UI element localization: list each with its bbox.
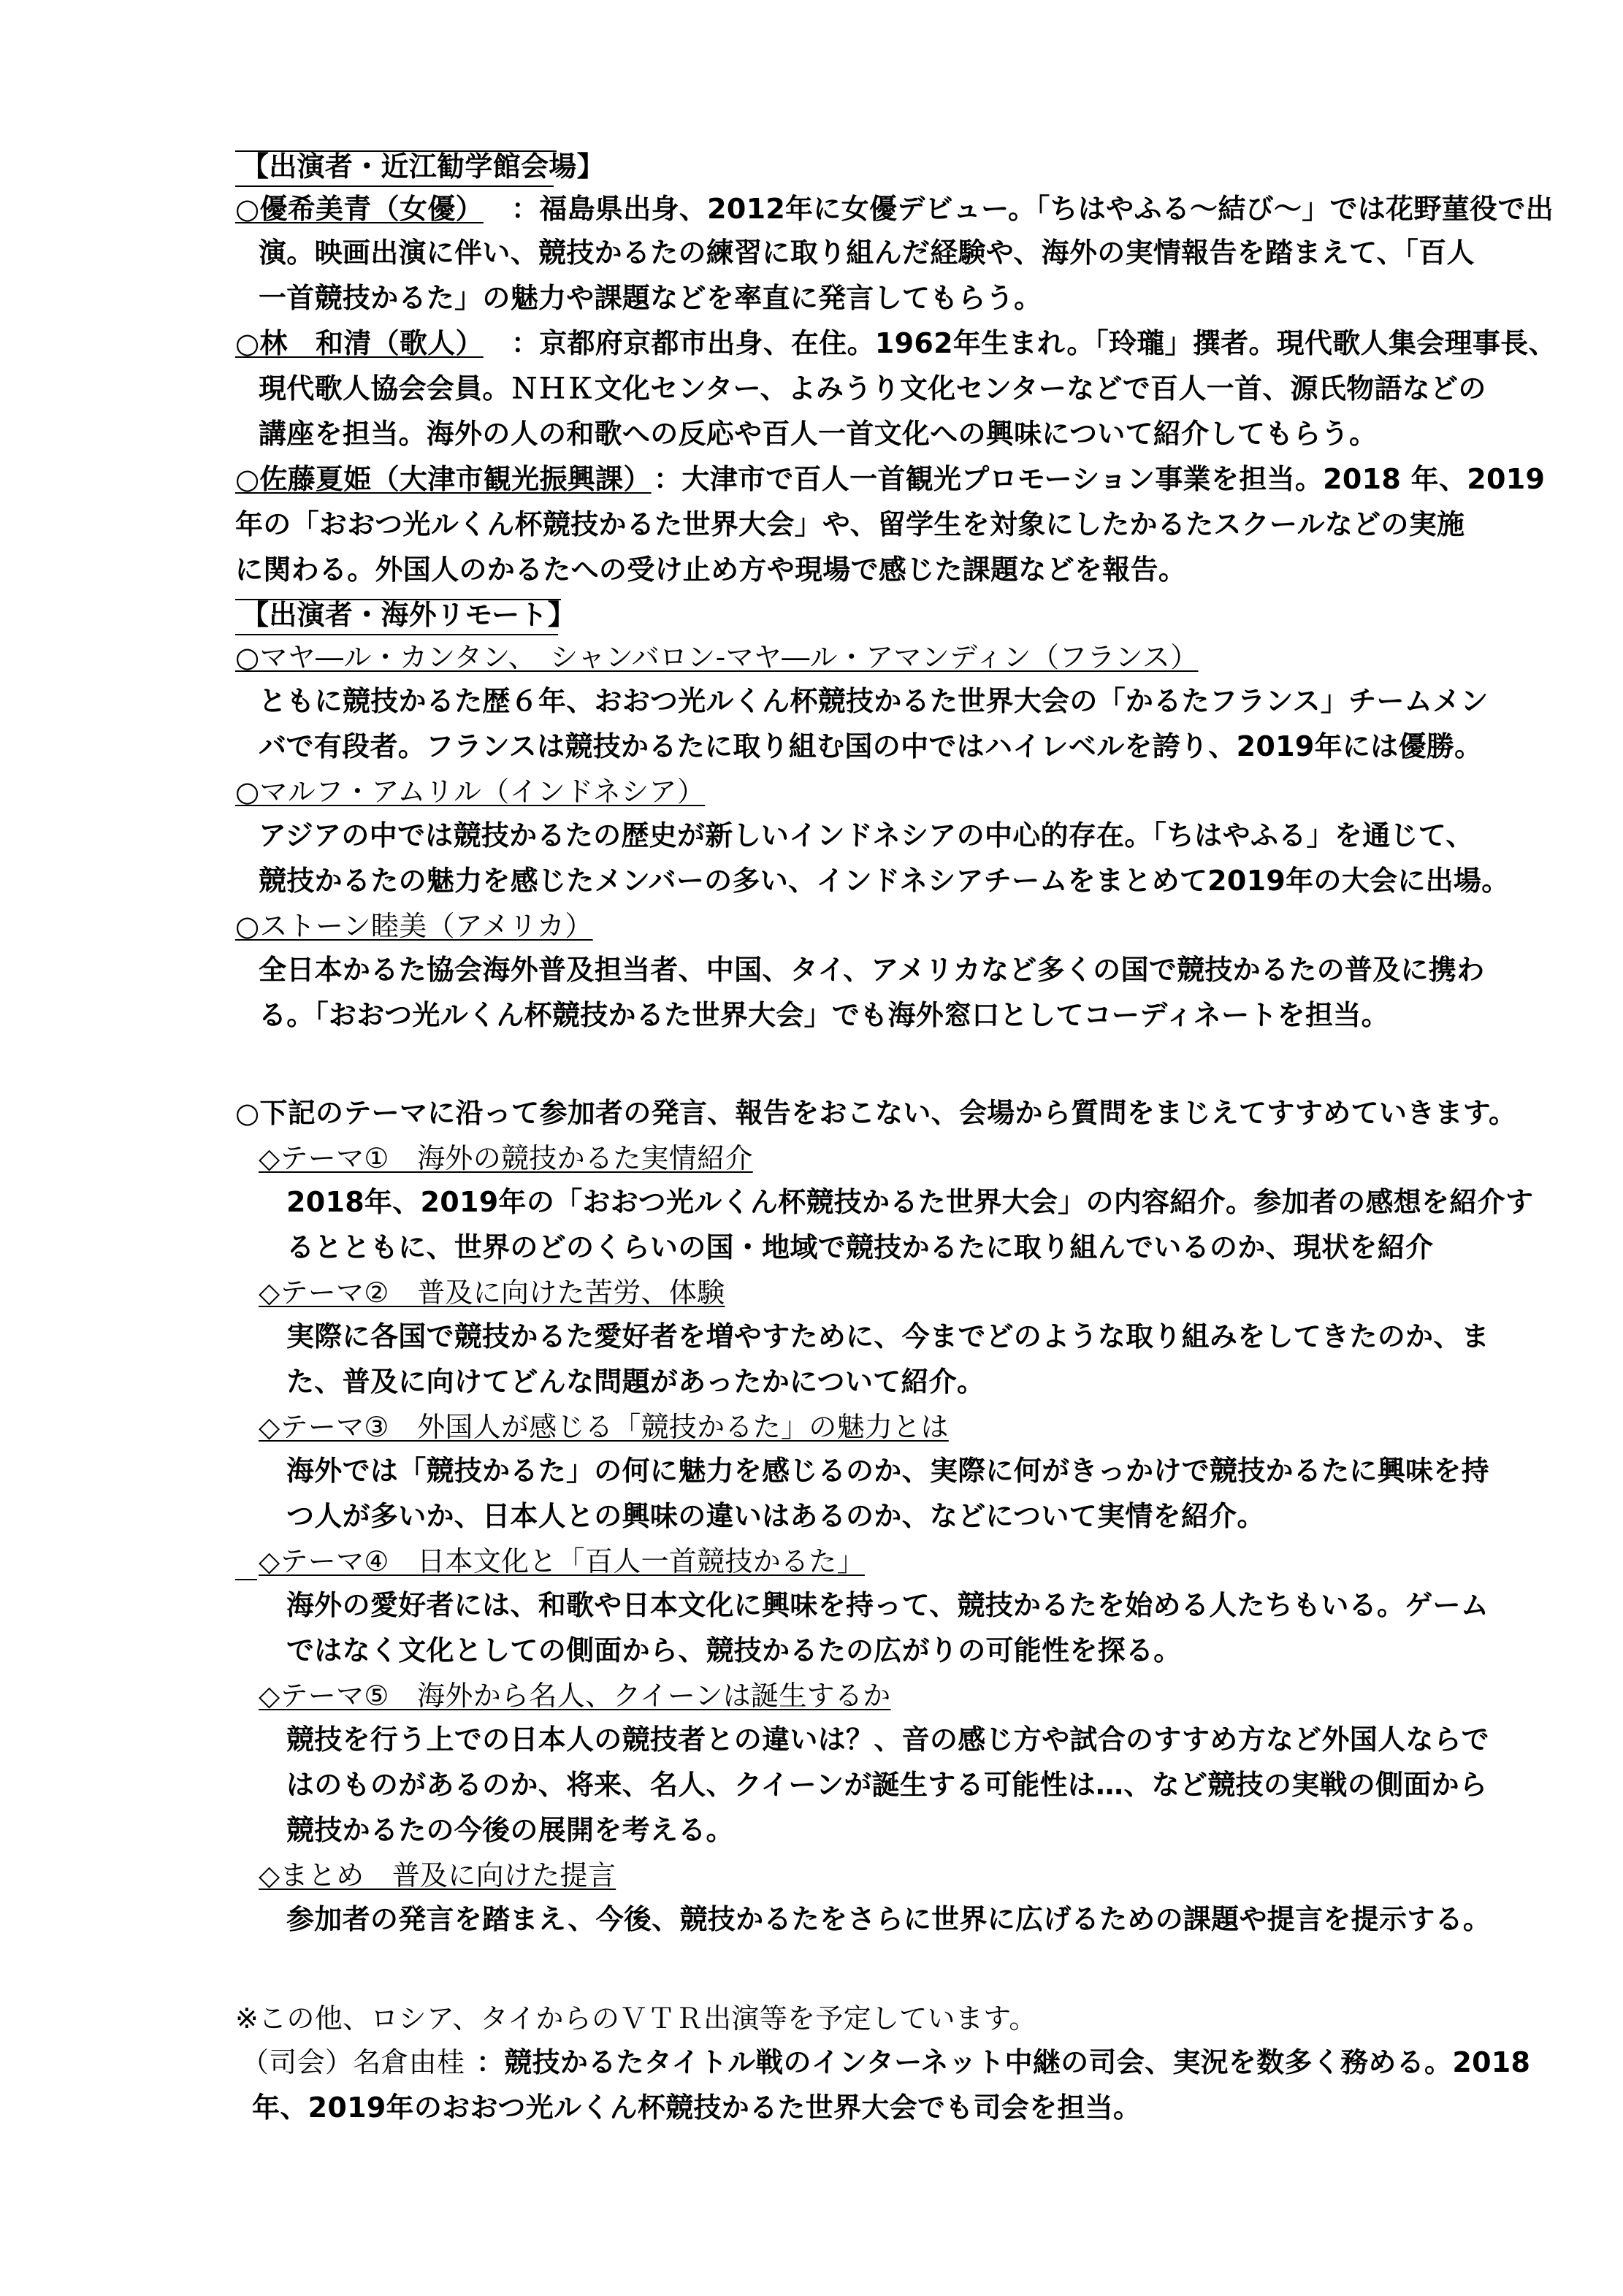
theme-title-4: ◇テーマ④ 日本文化と「百人一首競技かるた」: [259, 1545, 865, 1577]
mc-line: 年、2019年のおおつ光ルくん杯競技かるた世界大会でも司会を担当。: [252, 2092, 1142, 2124]
theme-title-3: ◇テーマ③ 外国人が感じる「競技かるた」の魅力とは: [259, 1411, 949, 1443]
theme-line: はのものがあるのか、将来、名人、クイーンが誕生する可能性は…、など競技の実戦の側面から: [286, 1769, 1488, 1801]
entry-line: 全日本かるた協会海外普及担当者、中国、タイ、アメリカなど多くの国で競技かるたの普及に携わ: [259, 954, 1485, 986]
section-heading-remote: 【出演者・海外リモート】: [241, 599, 576, 631]
entry-line: ともに競技かるた歴６年、おおつ光ルくん杯競技かるた世界大会の「かるたフランス」チームメン: [259, 685, 1489, 717]
theme-line: 海外では「競技かるた」の何に魅力を感じるのか、実際に何がきっかけで競技かるたに興味を持: [286, 1455, 1489, 1487]
theme-line: 2018年、2019年の「おおつ光ルくん杯競技かるた世界大会」の内容紹介。参加者の感想を紹介す: [286, 1186, 1534, 1218]
entry-line: 一首競技かるた」の魅力や課題などを率直に発言してもらう。: [259, 282, 1042, 314]
theme-line: 実際に各国で競技かるた愛好者を増やすために、今までどのような取り組みをしてきたのか、ま: [286, 1320, 1489, 1352]
entry-line: 講座を担当。海外の人の和歌への反応や百人一首文化への興味について紹介してもらう。: [259, 418, 1378, 450]
entry-line: 年の「おおつ光ルくん杯競技かるた世界大会」や、留学生を対象にしたかるたスクールなどの実施: [235, 508, 1465, 540]
theme-4-lead-rule: [235, 1579, 257, 1580]
summary-title: ◇まとめ 普及に向けた提言: [259, 1859, 616, 1891]
theme-line: た、普及に向けてどんな問題があったかについて紹介。: [286, 1366, 985, 1398]
theme-title-5: ◇テーマ⑤ 海外から名人、クイーンは誕生するか: [259, 1680, 891, 1712]
mc-label: （司会）名倉由桂: [241, 2046, 465, 2078]
entry-line: る。「おおつ光ルくん杯競技かるた世界大会」でも海外窓口としてコーディネートを担当。: [259, 999, 1389, 1031]
entry-line: 演。映画出演に伴い、競技かるたの練習に取り組んだ経験や、海外の実情報告を踏まえて、「百人: [259, 237, 1475, 269]
heading-rule-venue: [235, 185, 554, 187]
entry-name-indonesia: ○マルフ・アムリル（インドネシア）: [235, 776, 706, 808]
theme-line: つ人が多いか、日本人との興味の違いはあるのか、などについて実情を紹介。: [286, 1500, 1265, 1532]
heading-rule-remote: [235, 634, 558, 635]
vtr-note: ※この他、ロシア、タイからのＶＴＲ出演等を予定しています。: [235, 2002, 1037, 2035]
program-intro: ○下記のテーマに沿って参加者の発言、報告をおこない、会場から質問をまじえてすすめていきます。: [235, 1097, 1517, 1129]
entry-name-france: ○マヤ―ル・カンタン、 シャンバロン-マヤ―ル・アマンディン（フランス）: [235, 641, 1199, 673]
entry-name-yuuki: ○優希美青（女優）: [235, 193, 484, 225]
theme-title-1: ◇テーマ① 海外の競技かるた実情紹介: [259, 1142, 753, 1174]
entry-name-sato: ○佐藤夏姫（大津市観光振興課）: [235, 463, 652, 495]
entry-line: 競技かるたの魅力を感じたメンバーの多い、インドネシアチームをまとめて2019年の大会に出場。: [259, 865, 1510, 897]
theme-line: 参加者の発言を踏まえ、今後、競技かるたをさらに世界に広げるための課題や提言を提示する。: [286, 1903, 1492, 1935]
theme-line: 競技かるたの今後の展開を考える。: [286, 1814, 734, 1846]
entry-name-america: ○ストーン睦美（アメリカ）: [235, 910, 593, 942]
theme-title-2: ◇テーマ② 普及に向けた苦労、体験: [259, 1277, 725, 1309]
entry-line: に関わる。外国人のかるたへの受け止め方や現場で感じた課題などを報告。: [235, 554, 1187, 586]
mc-line: ：競技かるたタイトル戦のインターネット中継の司会、実況を数多く務める。2018: [476, 2046, 1531, 2078]
entry-line: 現代歌人協会会員。ＮＨＫ文化センター、よみうり文化センターなどで百人一首、源氏物語などの: [259, 372, 1486, 405]
entry-line: アジアの中では競技かるたの歴史が新しいインドネシアの中心的存在。「ちはやふる」を通じて、: [259, 819, 1474, 852]
theme-line: 競技を行う上での日本人の競技者との違いは？、音の感じ方や試合のすすめ方など外国人ならで: [286, 1723, 1489, 1756]
entry-name-hayashi: ○林 和清（歌人）: [235, 327, 484, 359]
theme-line: ではなく文化としての側面から、競技かるたの広がりの可能性を探る。: [286, 1634, 1182, 1666]
entry-line: ：京都府京都市出身、在住。1962年生まれ。「玲瓏」撰者。現代歌人集会理事長、: [511, 327, 1557, 359]
theme-line: るとともに、世界のどのくらいの国・地域で競技かるたに取り組んでいるのか、現状を紹介: [286, 1231, 1434, 1263]
section-heading-venue: 【出演者・近江勧学館会場】: [241, 150, 605, 183]
entry-line: バで有段者。フランスは競技かるたに取り組む国の中ではハイレベルを誇り、2019年には優勝。: [259, 730, 1483, 762]
theme-line: 海外の愛好者には、和歌や日本文化に興味を持って、競技かるたを始める人たちもいる。ゲーム: [286, 1589, 1489, 1621]
entry-line: ：大津市で百人一首観光プロモーション事業を担当。2018 年、2019: [654, 463, 1546, 495]
entry-line: ：福島県出身、2012年に女優デビュー。「ちはやふる～結び～」では花野菫役で出: [511, 193, 1554, 225]
